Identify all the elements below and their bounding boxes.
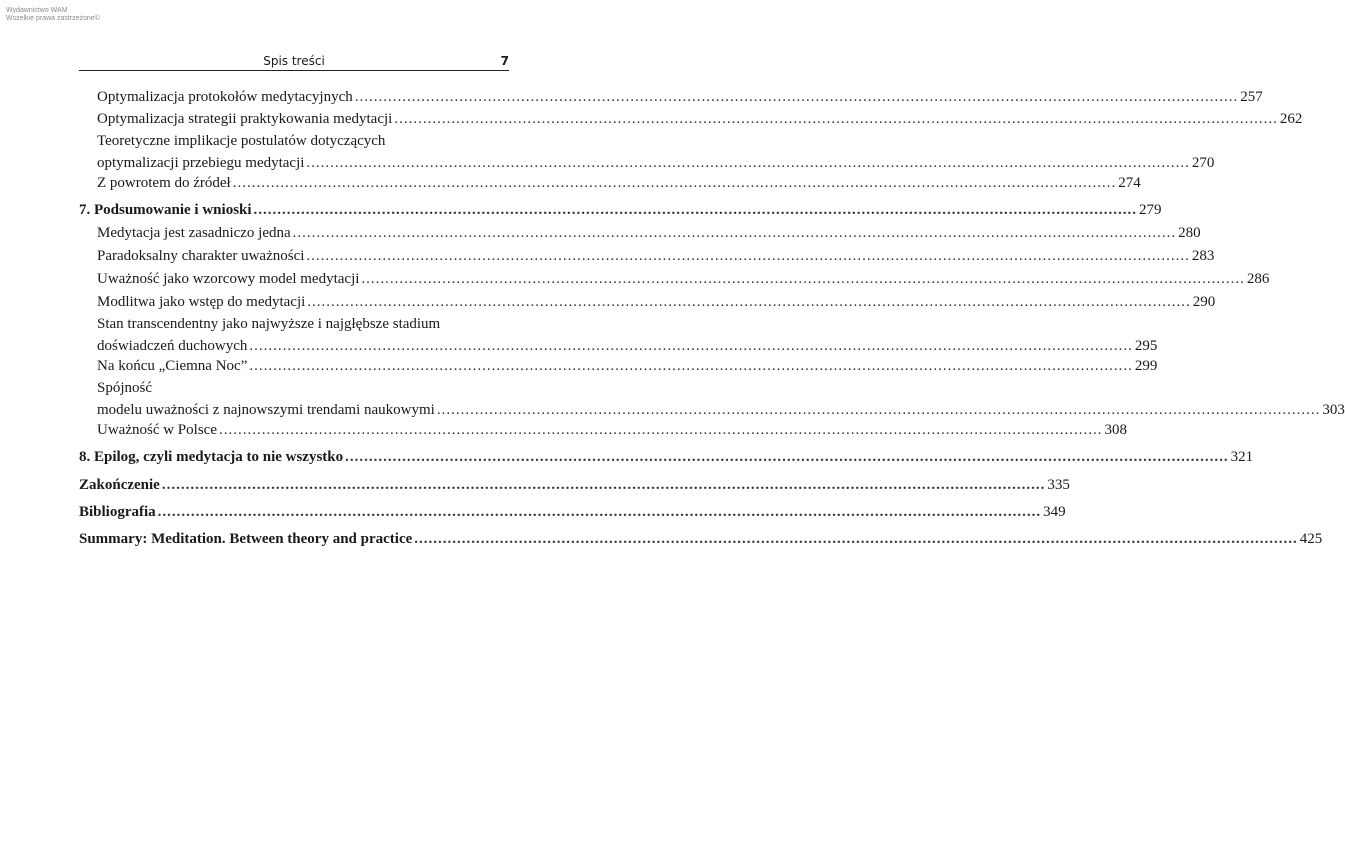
toc-entry-title: Uważność w Polsce bbox=[97, 422, 217, 438]
toc-entry-title-line1: Spójność bbox=[97, 380, 153, 396]
toc-entry-title: modelu uważności z najnowszymi trendami naukowymi bbox=[97, 402, 435, 418]
toc-entry-title-line1: Stan transcendentny jako najwyższe i najgłębsze stadium bbox=[97, 316, 441, 332]
toc-entry-page: 286 bbox=[1246, 271, 1270, 287]
header-page-number: 7 bbox=[500, 54, 509, 68]
toc-chapter bbox=[0, 199, 1162, 221]
toc-chapter bbox=[0, 528, 1323, 550]
toc-entry-page: 290 bbox=[1192, 294, 1216, 310]
toc-entry-page: 283 bbox=[1191, 248, 1215, 264]
toc-entry-title: Optymalizacja protokołów medytacyjnych bbox=[97, 89, 353, 105]
toc-entry bbox=[0, 108, 1303, 130]
toc-leader bbox=[162, 474, 1046, 496]
toc-chapter-page: 349 bbox=[1043, 504, 1066, 520]
toc-entry-page: 280 bbox=[1178, 225, 1201, 241]
toc-chapter-title: Zakończenie bbox=[79, 477, 160, 493]
toc-chapter-page: 321 bbox=[1230, 449, 1254, 465]
toc-entry-page: 308 bbox=[1104, 422, 1127, 438]
running-header bbox=[79, 54, 509, 71]
toc-entry bbox=[0, 268, 1270, 290]
toc-leader bbox=[306, 245, 1190, 267]
toc-entry bbox=[0, 222, 1201, 244]
toc-entry-title: Paradoksalny charakter uważności bbox=[97, 248, 305, 264]
toc-chapter bbox=[0, 474, 1070, 496]
toc-entry-title: Medytacja jest zasadniczo jedna bbox=[97, 225, 291, 241]
toc-entry-title: Uważność jako wzorcowy model medytacji bbox=[97, 271, 360, 287]
toc-entry-title: Na końcu „Ciemna Noc” bbox=[97, 358, 248, 374]
toc-leader bbox=[345, 446, 1229, 468]
toc-leader bbox=[249, 335, 1133, 357]
toc-chapter-page: 425 bbox=[1299, 531, 1323, 547]
toc-chapter-title: 8. Epilog, czyli medytacja to nie wszystko bbox=[79, 449, 344, 465]
watermark-copyright: Wszelkie prawa zastrzeżone© bbox=[6, 15, 100, 22]
toc-entry bbox=[0, 245, 1215, 267]
toc-entry bbox=[0, 419, 1127, 441]
header-title: Spis treści bbox=[263, 54, 325, 68]
toc-leader bbox=[249, 355, 1133, 377]
toc-chapter bbox=[0, 501, 1066, 523]
toc-chapter-title: Summary: Meditation. Between theory and practice bbox=[79, 531, 413, 547]
toc-leader bbox=[293, 222, 1177, 244]
toc-entry bbox=[0, 130, 1215, 174]
watermark-publisher: Wydawnictwo WAM bbox=[6, 7, 68, 14]
toc-leader bbox=[254, 199, 1138, 221]
toc-chapter-page: 335 bbox=[1047, 477, 1070, 493]
toc-entry-page: 262 bbox=[1279, 111, 1303, 127]
toc-entry-title: Modlitwa jako wstęp do medytacji bbox=[97, 294, 306, 310]
toc-entry-page: 295 bbox=[1134, 338, 1158, 354]
toc-entry-title: optymalizacji przebiegu medytacji bbox=[97, 155, 305, 171]
toc-entry-title: doświadczeń duchowych bbox=[97, 338, 248, 354]
toc-leader bbox=[306, 152, 1190, 174]
toc-entry bbox=[0, 377, 1345, 421]
toc-chapter-title: 7. Podsumowanie i wnioski bbox=[79, 202, 252, 218]
toc-entry-page: 299 bbox=[1134, 358, 1158, 374]
toc-leader bbox=[394, 108, 1278, 130]
toc-leader bbox=[361, 268, 1245, 290]
toc-chapter-page: 279 bbox=[1139, 202, 1162, 218]
toc-entry bbox=[0, 313, 1158, 357]
toc-entry-page: 270 bbox=[1191, 155, 1215, 171]
toc-chapter bbox=[0, 446, 1254, 468]
toc-entry bbox=[0, 86, 1263, 108]
watermark bbox=[6, 7, 100, 23]
toc-entry-title: Optymalizacja strategii praktykowania medytacji bbox=[97, 111, 393, 127]
toc-entry bbox=[0, 172, 1141, 194]
toc-leader bbox=[158, 501, 1042, 523]
toc-leader bbox=[437, 399, 1321, 421]
toc-entry-title-line1: Teoretyczne implikacje postulatów dotyczących bbox=[97, 133, 386, 149]
toc-chapter-title: Bibliografia bbox=[79, 504, 156, 520]
toc-entry-title: Z powrotem do źródeł bbox=[97, 175, 231, 191]
toc-entry-page: 274 bbox=[1118, 175, 1141, 191]
toc-entry bbox=[0, 291, 1216, 313]
toc-leader bbox=[219, 419, 1103, 441]
toc-leader bbox=[414, 528, 1298, 550]
toc-leader bbox=[233, 172, 1117, 194]
toc-leader bbox=[355, 86, 1239, 108]
toc-entry-page: 257 bbox=[1240, 89, 1263, 105]
toc-entry-page: 303 bbox=[1322, 402, 1345, 418]
toc-entry bbox=[0, 355, 1158, 377]
toc-leader bbox=[307, 291, 1191, 313]
